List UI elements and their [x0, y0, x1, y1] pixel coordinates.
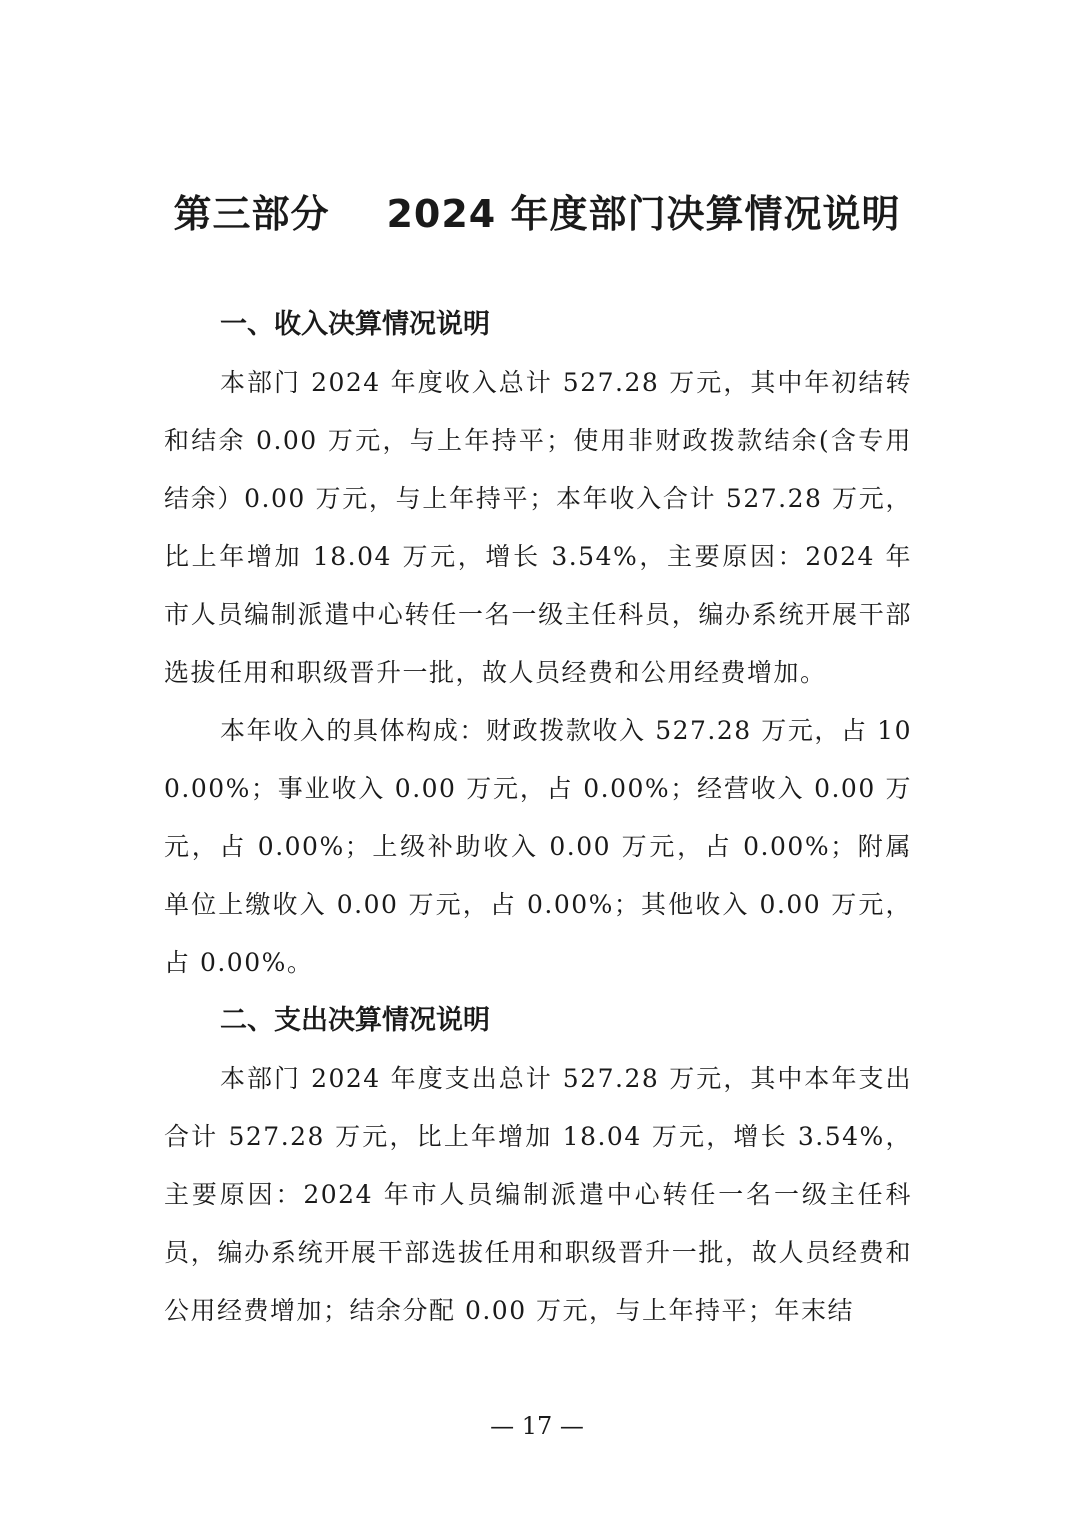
income-summary-paragraph: 本部门 2024 年度收入总计 527.28 万元，其中年初结转和结余 0.00 万元，与上年持平；使用非财政拨款结余(含专用结余）0.00 万元，与上年持平；本年收入合计 527.28 万元，比上年增加 18.04 万元，增长 3.54%，主要原因：2024 年市人员编制派遣中心转任一名一级主任科员，编办系统开展干部选拔任用和职级晋升一批，故人员经费和公用经费增加。 [164, 368, 912, 687]
section-heading-income: 一、收入决算情况说明 [220, 309, 490, 340]
page-number: — 17 — [490, 1412, 584, 1440]
section-heading-expenditure: 二、支出决算情况说明 [220, 1005, 490, 1036]
expenditure-summary-paragraph: 本部门 2024 年度支出总计 527.28 万元，其中本年支出合计 527.28 万元，比上年增加 18.04 万元，增长 3.54%，主要原因：2024 年市人员编制派遣中心转任一名一级主任科员，编办系统开展干部选拔任用和职级晋升一批，故人员经费和公用经费增加；结余分配 0.00 万元，与上年持平；年末结 [164, 1064, 912, 1325]
document-body [164, 296, 912, 1340]
page-title: 第三部分 2024 年度部门决算情况说明 [173, 192, 901, 236]
income-composition-paragraph: 本年收入的具体构成：财政拨款收入 527.28 万元，占 100.00%；事业收入 0.00 万元，占 0.00%；经营收入 0.00 万元，占 0.00%；上级补助收入 0.00 万元，占 0.00%；附属单位上缴收入 0.00 万元，占 0.00%；其他收入 0.00 万元，占 0.00%。 [164, 716, 912, 977]
